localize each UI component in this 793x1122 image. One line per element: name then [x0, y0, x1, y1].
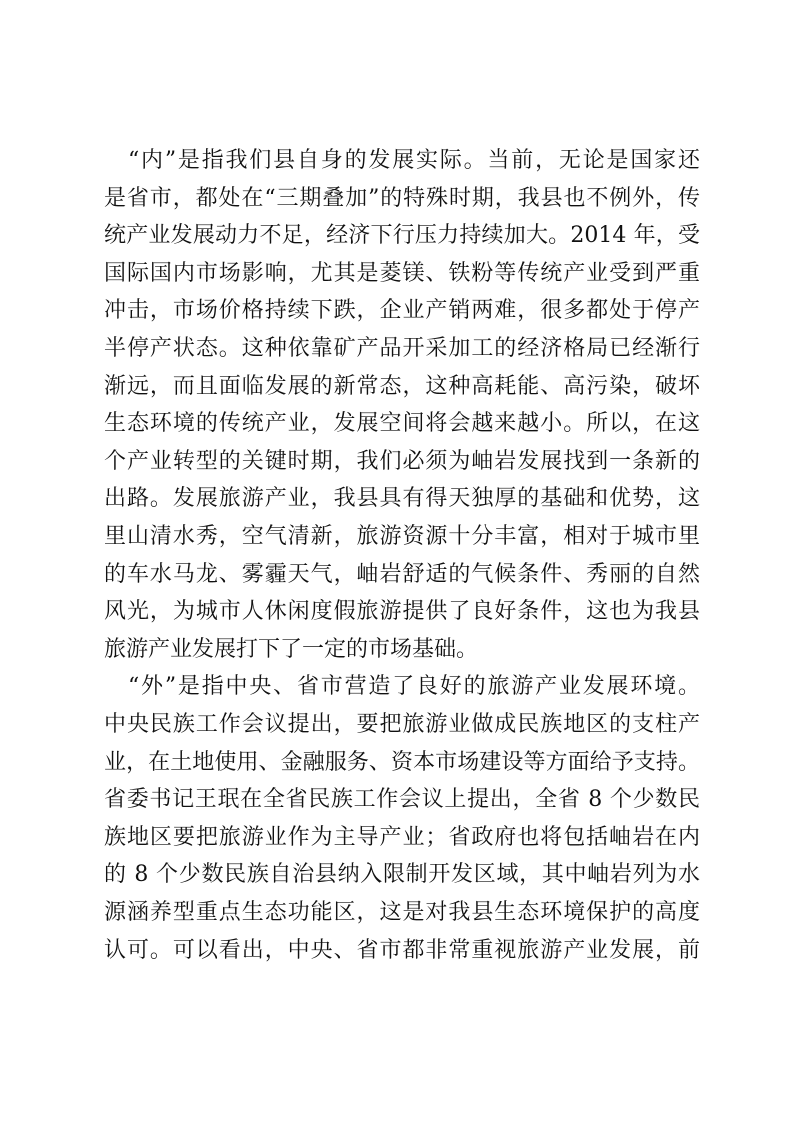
paragraph-1-line: 半停产状态。这种依靠矿产品开采加工的经济格局已经渐行: [104, 336, 700, 361]
paragraph-1-line: 统产业发展动力不足，经济下行压力持续加大。2014 年，受: [104, 223, 700, 249]
paragraph-1-line: 出路。发展旅游产业，我县具有得天独厚的基础和优势，这: [104, 486, 700, 512]
paragraph-1-line: 的车水马龙、雾霾天气，岫岩舒适的气候条件、秀丽的自然: [104, 561, 700, 587]
paragraph-1-line: 旅游产业发展打下了一定的市场基础。: [104, 636, 479, 662]
paragraph-2-line: 的 8 个少数民族自治县纳入限制开发区域，其中岫岩列为水: [104, 862, 700, 888]
paragraph-1-line: 里山清水秀，空气清新，旅游资源十分丰富，相对于城市里: [104, 524, 700, 549]
paragraph-1-line: 国际国内市场影响，尤其是菱镁、铁粉等传统产业受到严重: [104, 260, 700, 286]
paragraph-1-line: 渐远，而且面临发展的新常态，这种高耗能、高污染，破坏: [104, 373, 700, 399]
paragraph-2-line: 中央民族工作会议提出，要把旅游业做成民族地区的支柱产: [104, 712, 700, 737]
paragraph-2-line: “外”是指中央、省市营造了良好的旅游产业发展环境。: [128, 674, 700, 700]
paragraph-1-line: 生态环境的传统产业，发展空间将会越来越小。所以，在这: [104, 411, 700, 437]
paragraph-1-line: 冲击，市场价格持续下跌，企业产销两难，很多都处于停产: [104, 298, 700, 324]
paragraph-1-line: 风光，为城市人休闲度假旅游提供了良好条件，这也为我县: [104, 599, 700, 625]
paragraph-1-line: 是省市，都处在“三期叠加”的特殊时期，我县也不例外，传: [104, 185, 700, 211]
paragraph-2-line: 省委书记王珉在全省民族工作会议上提出，全省 8 个少数民: [104, 787, 700, 813]
paragraph-2-line: 族地区要把旅游业作为主导产业；省政府也将包括岫岩在内: [104, 824, 700, 850]
paragraph-2-line: 源涵养型重点生态功能区，这是对我县生态环境保护的高度: [104, 900, 700, 925]
paragraph-2-line: 业，在土地使用、金融服务、资本市场建设等方面给予支持。: [104, 749, 700, 775]
paragraph-1-line: “内”是指我们县自身的发展实际。当前，无论是国家还: [128, 148, 700, 173]
paragraph-1-line: 个产业转型的关键时期，我们必须为岫岩发展找到一条新的: [104, 448, 700, 474]
paragraph-2-line: 认可。可以看出，中央、省市都非常重视旅游产业发展，前: [104, 937, 700, 963]
